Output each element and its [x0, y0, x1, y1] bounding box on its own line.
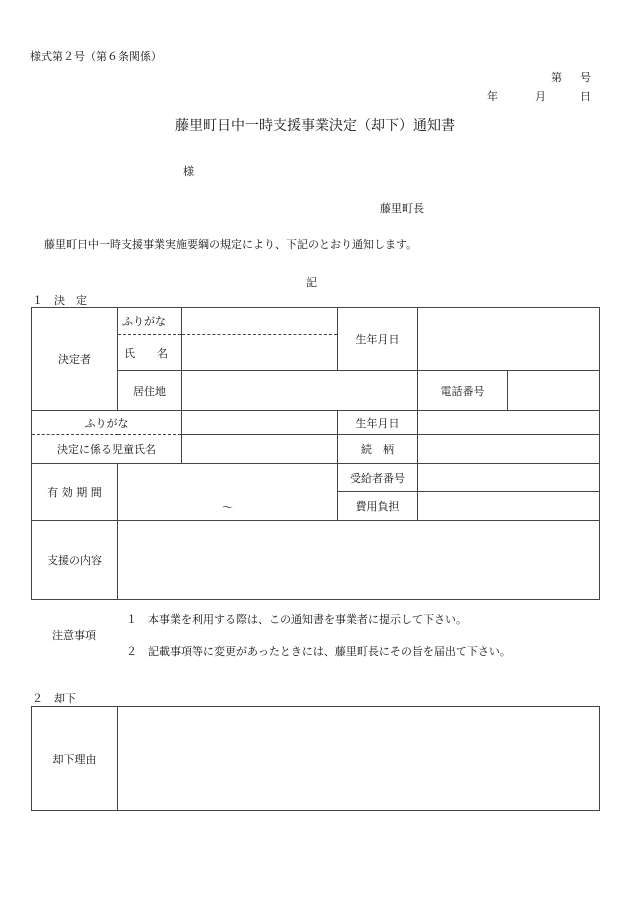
validity-tilde: ～ [222, 501, 233, 514]
recipient-honorific: 様 [183, 165, 194, 178]
relationship-label: 続 柄 [338, 435, 418, 464]
cost-burden-label: 費用負担 [338, 492, 418, 521]
child-name-field[interactable] [182, 435, 338, 464]
name-field[interactable] [182, 335, 338, 371]
notes-label: 注意事項 [52, 629, 96, 642]
date-year-label: 年 [487, 90, 498, 103]
document-number-suffix: 号 [580, 71, 591, 84]
phone-field[interactable] [508, 371, 600, 411]
recipient-number-label: 受給者番号 [338, 464, 418, 492]
decision-table [31, 307, 600, 600]
body-text: 藤里町日中一時支援事業実施要綱の規定により、下記のとおり通知します。 [44, 238, 418, 251]
cost-burden-field[interactable] [418, 492, 600, 521]
decider-label: 決定者 [32, 308, 118, 411]
furigana-label: ふりがな [118, 308, 182, 335]
validity-field[interactable] [118, 464, 338, 521]
child-furigana-field[interactable] [182, 411, 338, 435]
address-field[interactable] [182, 371, 418, 411]
rejection-reason-field[interactable] [118, 707, 600, 811]
child-name-label: 決定に係る児童氏名 [32, 435, 182, 464]
note-item-1: １ 本事業を利用する際は、この通知書を事業者に提示して下さい。 [126, 613, 467, 626]
section2-heading: ２ 却下 [32, 692, 76, 705]
date-day-label: 日 [580, 90, 591, 103]
recipient-number-field[interactable] [418, 464, 600, 492]
validity-label: 有 効 期 間 [32, 464, 118, 521]
ki-label: 記 [306, 276, 317, 289]
child-furigana-label: ふりがな [32, 411, 182, 435]
phone-label: 電話番号 [418, 371, 508, 411]
child-birthdate-field[interactable] [418, 411, 600, 435]
birthdate-field[interactable] [418, 308, 600, 371]
sender-name: 藤里町長 [380, 202, 424, 215]
name-label: 氏 名 [118, 335, 182, 371]
birthdate-label: 生年月日 [338, 308, 418, 371]
rejection-table [31, 706, 600, 811]
form-number-label: 様式第２号（第６条関係） [30, 50, 162, 63]
relationship-field[interactable] [418, 435, 600, 464]
date-month-label: 月 [535, 90, 546, 103]
document-number-prefix: 第 [551, 71, 562, 84]
note-item-2: ２ 記載事項等に変更があったときには、藤里町長にその旨を届出て下さい。 [126, 645, 511, 658]
document-title: 藤里町日中一時支援事業決定（却下）通知書 [175, 118, 455, 134]
support-content-label: 支援の内容 [32, 521, 118, 600]
support-content-field[interactable] [118, 521, 600, 600]
child-birthdate-label: 生年月日 [338, 411, 418, 435]
section1-heading: １ 決 定 [32, 294, 87, 307]
address-label: 居住地 [118, 371, 182, 411]
furigana-field[interactable] [182, 308, 338, 335]
rejection-reason-label: 却下理由 [32, 707, 118, 811]
